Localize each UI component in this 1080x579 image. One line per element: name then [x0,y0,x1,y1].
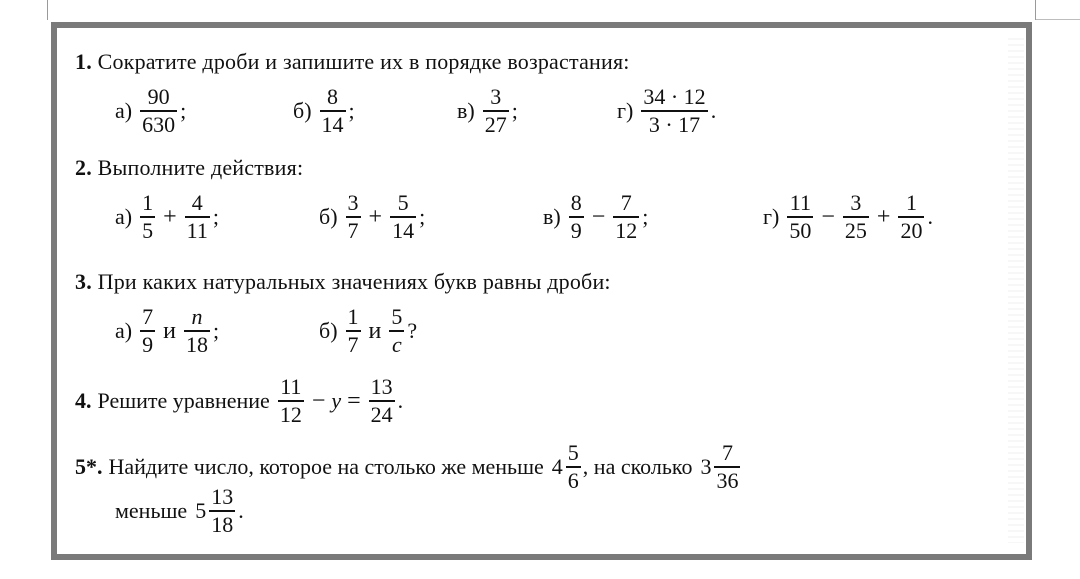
fraction [184,306,210,356]
operator: − [311,387,326,414]
fraction [346,306,361,356]
fraction [369,376,395,426]
task-1-number: 1. [75,49,92,74]
punctuation: ? [407,318,418,343]
fraction [140,192,155,242]
top-guide-horizontal [1036,19,1080,20]
punctuation: ; [419,204,426,229]
task-3-item-b [319,306,417,356]
task-5-line-1 [75,442,742,492]
task-5-number: 5*. [75,454,103,479]
operator: + [368,203,383,230]
fraction-denominator: 18 [211,512,234,537]
fraction-numerator: 3 [490,84,502,109]
task-1-item-g [617,86,716,136]
item-label: г) [763,204,780,229]
punctuation: . [238,498,244,523]
fraction-numerator: 8 [327,84,339,109]
operator: − [821,203,835,230]
fraction [483,86,509,136]
item-label: а) [115,318,133,343]
fraction [843,192,869,242]
fraction-denominator: 3 · 17 [648,112,701,137]
task-5-text: Найдите число, которое на столько же меньше [108,454,544,479]
fraction-numerator: 5 [567,440,579,465]
fraction-denominator: 12 [279,402,302,427]
variable: y [331,388,342,413]
fraction-numerator: 13 [370,374,393,399]
fraction [320,86,346,136]
fraction-denominator: 9 [570,218,582,243]
punctuation: ; [212,204,219,229]
fraction-numerator: 1 [142,190,154,215]
fraction [389,306,404,356]
fraction-numerator: 11 [280,374,302,399]
punctuation: ; [348,98,355,123]
fraction-numerator: 7 [620,190,632,215]
fraction-numerator: 5 [397,190,409,215]
fraction [185,192,210,242]
worksheet [51,22,1032,560]
fraction-denominator: 12 [615,218,638,243]
task-3-item-a [115,306,219,356]
fraction-numerator: n [191,304,203,329]
fraction-numerator: 7 [142,304,154,329]
punctuation: . [927,204,933,229]
item-label: а) [115,98,133,123]
task-2-item-a [115,192,219,242]
fraction-numerator: 8 [570,190,582,215]
fraction-denominator: 18 [185,332,208,357]
fraction-denominator: 36 [716,468,739,493]
task-4-line [75,376,403,426]
fraction-denominator: 9 [142,332,154,357]
fraction-numerator: 1 [905,190,917,215]
conjunction: и [368,317,382,344]
fraction-denominator: 14 [321,112,344,137]
fraction [140,306,155,356]
task-1-item-a [115,86,186,136]
task-2-number: 2. [75,155,92,180]
fraction [346,192,361,242]
operator: + [876,203,891,230]
punctuation: . [397,388,404,413]
task-5-line-2-text: меньше [115,498,188,523]
punctuation: . [710,98,717,123]
item-label: в) [543,204,561,229]
fraction [714,442,740,492]
fraction [278,376,304,426]
punctuation: ; [212,318,220,343]
fraction-denominator: 7 [347,332,359,357]
fraction-numerator: 34 · 12 [643,84,706,109]
operator: + [163,203,177,230]
item-label: а) [115,204,133,229]
fraction [613,192,639,242]
fraction-numerator: 4 [191,190,203,215]
item-label: б) [293,98,312,123]
task-2-title [75,154,303,182]
conjunction: и [163,317,176,344]
fraction-numerator: 1 [347,304,359,329]
fraction [140,86,177,136]
punctuation: ; [180,98,187,123]
fraction-numerator: 7 [721,440,733,465]
item-label: в) [457,98,475,123]
fraction-denominator: 7 [347,218,359,243]
fraction [787,192,813,242]
fraction [390,192,416,242]
fraction-numerator: 3 [850,190,862,215]
fraction-denominator: c [391,332,402,357]
top-guide-right [1035,0,1036,20]
top-guide-left [47,0,48,20]
task-4-number: 4. [75,388,92,413]
task-2-item-g [763,192,933,242]
fraction-denominator: 27 [484,112,507,137]
fraction [566,442,581,492]
task-1-title [75,48,630,76]
fraction-numerator: 3 [347,190,359,215]
mixed-whole: 4 [551,454,563,479]
fraction [641,86,707,136]
punctuation: ; [642,204,649,229]
task-2-text: Выполните действия: [97,155,304,180]
fraction-denominator: 6 [567,468,579,493]
item-label: г) [617,98,634,123]
fraction [569,192,584,242]
task-1-text: Сократите дроби и запишите их в порядке возрастания: [97,49,630,74]
task-3-text: При каких натуральных значениях букв равны дроби: [97,269,611,294]
task-2-item-v [543,192,648,242]
fraction-denominator: 50 [789,218,812,243]
operator: − [591,203,606,230]
fraction-denominator: 14 [392,218,415,243]
item-label: б) [319,204,338,229]
fraction [898,192,924,242]
punctuation: ; [511,98,518,123]
task-3-number: 3. [75,269,92,294]
fraction-denominator: 24 [370,402,393,427]
task-2-item-b [319,192,425,242]
task-4-text: Решите уравнение [97,388,270,413]
mixed-whole: 5 [195,498,207,523]
mixed-whole: 3 [700,454,712,479]
item-label: б) [319,318,338,343]
fraction-denominator: 5 [142,218,154,243]
task-3-title [75,268,611,296]
scan-noise [1008,38,1024,543]
fraction-denominator: 630 [142,112,176,137]
fraction-numerator: 90 [147,84,170,109]
fraction-denominator: 11 [186,218,208,243]
fraction-denominator: 20 [900,218,923,243]
fraction-numerator: 13 [211,484,234,509]
fraction [209,486,235,536]
task-1-item-b [293,86,355,136]
task-5-line-2 [115,486,244,536]
fraction-numerator: 5 [391,304,403,329]
task-5-mid-text: , на сколько [582,454,693,479]
fraction-denominator: 25 [844,218,867,243]
equals-sign: = [347,387,361,414]
fraction-numerator: 11 [789,190,811,215]
task-1-item-v [457,86,518,136]
